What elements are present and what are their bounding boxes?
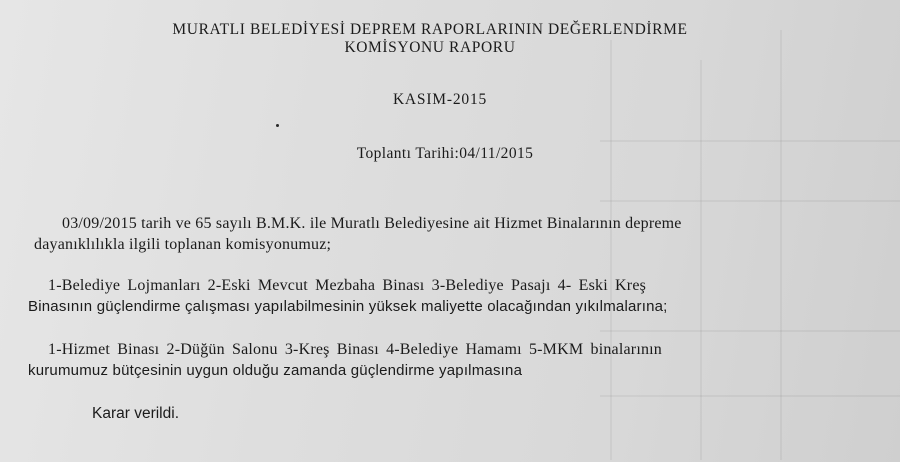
paragraph2-line2: Binasının güçlendirme çalışması yapılabilmesinin yüksek maliyette olacağından yıkılmalarına; — [28, 298, 668, 315]
paragraph3-line2: kurumumuz bütçesinin uygun olduğu zamanda güçlendirme yapılmasına — [28, 362, 523, 379]
report-month: KASIM-2015 — [392, 91, 488, 108]
decision-text: Karar verildi. — [92, 405, 179, 422]
meeting-date: Toplantı Tarihi:04/11/2015 — [356, 145, 534, 162]
report-title-line2: KOMİSYONU RAPORU — [344, 39, 516, 56]
paragraph1-line2: dayanıklılıkla ilgili toplanan komisyonumuz; — [34, 236, 332, 253]
paragraph2-line1: 1-Belediye Lojmanları 2-Eski Mevcut Mezbaha Binası 3-Belediye Pasajı 4- Eski Kreş — [48, 277, 647, 294]
paragraph3-line1: 1-Hizmet Binası 2-Düğün Salonu 3-Kreş Binası 4-Belediye Hamamı 5-MKM binalarının — [48, 341, 663, 358]
report-title-line1: MURATLI BELEDİYESİ DEPREM RAPORLARININ DEĞERLENDİRME — [172, 21, 688, 38]
ink-speck — [276, 124, 279, 127]
paragraph1-line1: 03/09/2015 tarih ve 65 sayılı B.M.K. ile Muratlı Belediyesine ait Hizmet Binalarının depreme — [62, 215, 682, 232]
